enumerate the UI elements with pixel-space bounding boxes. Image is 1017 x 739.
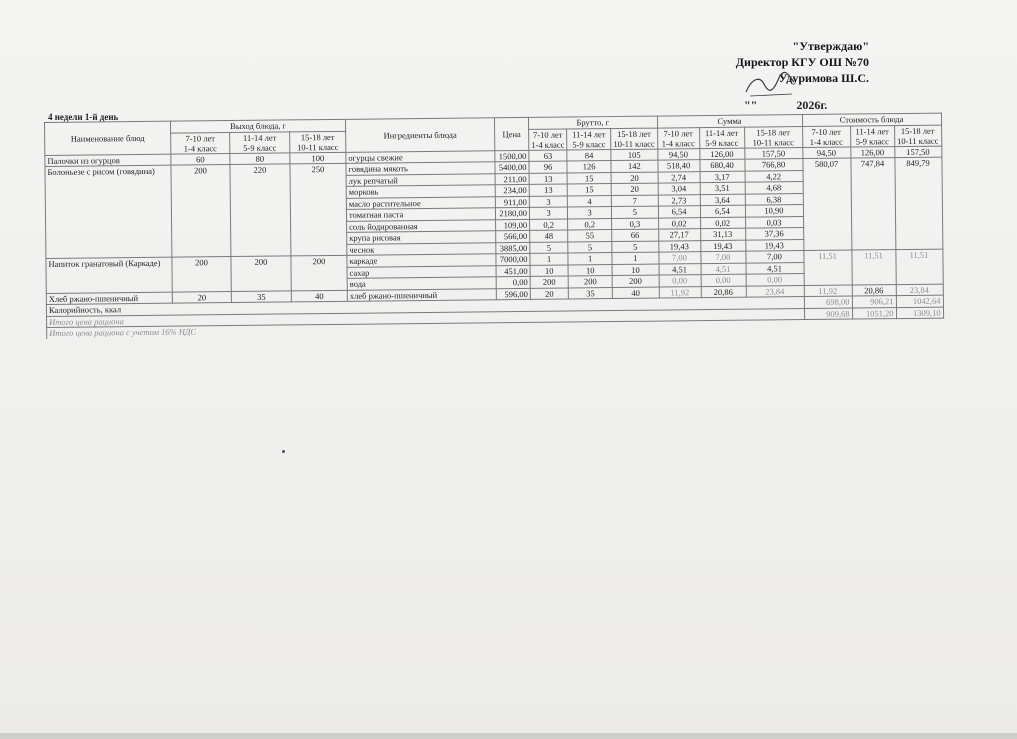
table-cell: 6,54 [700,205,745,217]
table-cell: 234,00 [495,184,529,196]
subheader-age-3: 15-18 лет 10-11 класс [290,131,346,153]
table-cell: 105 [611,149,657,161]
table-cell: 23,84 [896,284,943,296]
table-cell: крупа рисовая [347,231,496,244]
menu-table [44,113,944,339]
table-cell: 3,17 [700,171,745,183]
table-cell: 220 [230,164,291,257]
table-cell: 0,3 [612,218,658,230]
table-cell: каркаде [347,254,496,267]
table-cell: 37,36 [745,228,803,240]
table-cell: вода [347,277,496,290]
table-cell [896,318,943,329]
approval-name: Удуримова Ш.С. [778,71,869,85]
table-cell: 2,73 [658,194,700,206]
table-cell: 55 [568,230,612,242]
table-cell: 0,2 [530,219,568,231]
table-cell: 849,79 [894,157,942,249]
table-cell: 48 [530,230,568,242]
table-cell: 5 [612,206,658,218]
date-year: 2026г. [796,98,828,112]
table-cell: 11,92 [659,286,701,298]
table-cell: 10,90 [745,205,803,217]
table-cell: 1042,64 [896,295,943,307]
table-cell: 200 [172,257,231,292]
header-ingredients: Ингредиенты блюда [345,118,494,152]
table-cell: томатная паста [346,208,495,221]
table-cell: 35 [231,290,291,302]
table-cell: 747,84 [850,158,895,250]
table-cell: 27,17 [658,229,700,241]
table-cell: 109,00 [496,219,530,231]
table-cell: 13 [529,173,567,185]
subheader-age-1: 7-10 лет 1-4 класс [802,126,850,148]
table-cell: 4,22 [745,170,803,182]
table-cell: 698,00 [804,296,852,308]
table-cell: 3,04 [658,183,700,195]
table-cell: 1 [530,253,568,265]
subheader-age-2: 11-14 лет 5-9 класс [850,125,894,146]
date-quote-open: "" [744,98,758,112]
table-cell: 10 [530,265,568,277]
table-cell: 7,00 [658,252,700,264]
table-cell: 7,00 [700,251,745,263]
table-cell: 40 [291,290,347,302]
table-cell: 596,00 [496,288,530,300]
table-cell: 20,86 [701,286,746,298]
scan-speck [282,450,285,453]
table-cell [804,319,852,331]
totals-label-ration: Итого цена рациона [47,308,805,327]
table-cell: 766,80 [744,159,802,171]
table-cell: 5 [568,241,612,253]
table-cell: 2180,00 [495,207,529,219]
table-cell: 1051,20 [852,307,896,319]
table-cell: 518,40 [657,160,699,172]
table-cell: сахар [347,265,496,278]
table-cell: 7,00 [745,251,803,263]
table-cell: 5 [612,241,658,253]
subheader-age-3: 15-18 лет 10-11 класс [894,125,941,146]
header-sum: Сумма [657,115,802,128]
table-cell: 66 [612,229,658,241]
table-cell: 23,84 [746,285,804,297]
signature-mark [742,70,802,100]
totals-label-calories: Калорийность, ккал [46,297,804,316]
table-cell: 63 [529,150,567,162]
table-cell: 3885,00 [496,242,530,254]
table-cell: чеснок [347,242,496,255]
table-cell: 0,03 [745,216,803,228]
table-cell: 0,02 [658,217,700,229]
header-yield: Выход блюда, г [170,119,345,132]
subheader-age-1: 7-10 лет 1-4 класс [171,132,230,154]
table-cell: 1500,00 [495,150,529,162]
table-cell: 20 [611,183,657,195]
table-cell: лук репчатый [346,173,495,186]
page-bottom-edge [0,733,1017,739]
table-cell: 20 [530,288,568,300]
table-cell: 0,2 [568,218,612,230]
subheader-age-2: 11-14 лет 5-9 класс [699,127,744,148]
table-cell: 909,68 [804,308,852,320]
table-cell: 10 [612,264,658,276]
table-cell: 142 [611,160,657,172]
table-cell: 566,00 [496,230,530,242]
header-dish-name: Наименование блюд [45,121,171,155]
table-cell: 4,51 [659,263,701,275]
table-cell: 1 [612,252,658,264]
table-cell: 3,51 [700,182,745,194]
table-cell: 4,51 [701,263,746,275]
table-cell: 10 [568,264,612,276]
table-cell: 211,00 [495,173,529,185]
table-cell: масло растительное [346,196,495,209]
table-cell: 680,40 [699,159,744,171]
table-cell: 11,51 [895,249,942,284]
table-cell: 19,43 [658,240,700,252]
ingredient-name: огурцы свежие [346,150,495,163]
table-cell: 126,00 [850,146,894,158]
table-cell: 0,00 [496,276,530,288]
approval-date [744,98,833,113]
table-cell: 3 [568,207,612,219]
table-cell: хлеб ржано-пшеничный [347,288,496,301]
table-cell: 200 [568,276,612,288]
table-cell: 15 [567,184,611,196]
table-cell: 20 [611,172,657,184]
approval-title: "Утверждаю" [792,39,869,53]
table-cell: 0,00 [701,274,746,286]
table-cell [852,319,896,330]
table-cell: 200 [612,275,658,287]
table-cell: 3 [529,196,567,208]
table-cell: 1 [568,253,612,265]
subheader-age-2: 11-14 лет 5-9 класс [567,128,611,149]
table-cell: 40 [612,287,658,299]
table-cell: 35 [568,287,612,299]
table-cell: говядина мякоть [346,162,495,175]
table-cell: 11,92 [804,285,852,297]
table-cell: 11,51 [851,250,895,285]
table-cell: 6,54 [658,206,700,218]
subheader-age-1: 7-10 лет 1-4 класс [529,129,567,150]
dish-name: Палочки из огурцов [45,154,171,167]
dish-name: Напиток гранатовый (Каркаде) [46,257,172,293]
table-cell: 200 [291,255,347,290]
header-cost: Стоимость блюда [802,113,941,126]
table-cell: 580,07 [802,158,851,250]
table-cell: 94,50 [657,148,699,160]
table-cell: 1309,10 [896,307,943,319]
table-cell: 7000,00 [496,253,530,265]
table-cell: 157,50 [894,146,941,158]
approval-position: Директор КГУ ОШ №70 [735,55,869,69]
table-cell: 200 [231,256,291,291]
table-cell: 5 [530,242,568,254]
table-cell: 5400,00 [495,161,529,173]
table-cell: 3,64 [700,194,745,206]
table-cell: 126 [567,161,611,173]
dish-name: Хлеб ржано-пшеничный [46,292,172,305]
subheader-age-2: 11-14 лет 5-9 класс [230,131,290,153]
table-cell: 60 [171,153,230,165]
table-cell: 0,00 [746,274,804,286]
table-cell: 20 [172,291,231,303]
table-cell: 94,50 [802,147,850,159]
table-cell: 4,68 [745,182,803,194]
table-cell: 451,00 [496,265,530,277]
table-cell: 0,00 [659,275,701,287]
table-cell: 20,86 [852,284,896,296]
table-cell: 3 [529,207,567,219]
table-cell: 2,74 [658,171,700,183]
table-cell: морковь [346,185,495,198]
table-cell: 0,02 [700,217,745,229]
dish-name: Болоньезе с рисом (говядина) [45,165,172,258]
table-cell: 11,51 [803,250,851,285]
table-cell: 80 [230,152,290,164]
header-gross: Брутто, г [528,116,657,129]
table-cell: 7 [611,195,657,207]
table-cell: 4 [567,195,611,207]
table-cell: 96 [529,161,567,173]
table-cell: 15 [567,172,611,184]
table-cell: 200 [171,165,231,258]
table-cell: 31,13 [700,228,745,240]
totals-label-vat: Итого цена рациона с учетом 16% НДС [47,320,805,339]
table-cell: 84 [567,149,611,161]
table-cell: 100 [290,152,346,164]
table-cell: 6,38 [745,193,803,205]
subheader-age-3: 15-18 лет 10-11 класс [611,128,658,149]
day-title: 4 недели 1-й день [48,112,119,122]
header-price: Цена [494,117,528,150]
table-cell: соль йодированная [347,219,496,232]
table-cell: 157,50 [744,147,802,159]
table-cell: 911,00 [495,196,529,208]
table-cell: 13 [529,184,567,196]
table-cell: 19,43 [745,239,803,251]
table-cell: 4,51 [746,262,804,274]
table-cell: 250 [290,163,347,256]
table-cell: 200 [530,276,568,288]
table-cell: 126,00 [699,148,744,160]
subheader-age-1: 7-10 лет 1-4 класс [657,127,699,148]
table-cell: 19,43 [700,240,745,252]
table-cell: 906,21 [852,296,896,308]
subheader-age-3: 15-18 лет 10-11 класс [744,126,802,148]
